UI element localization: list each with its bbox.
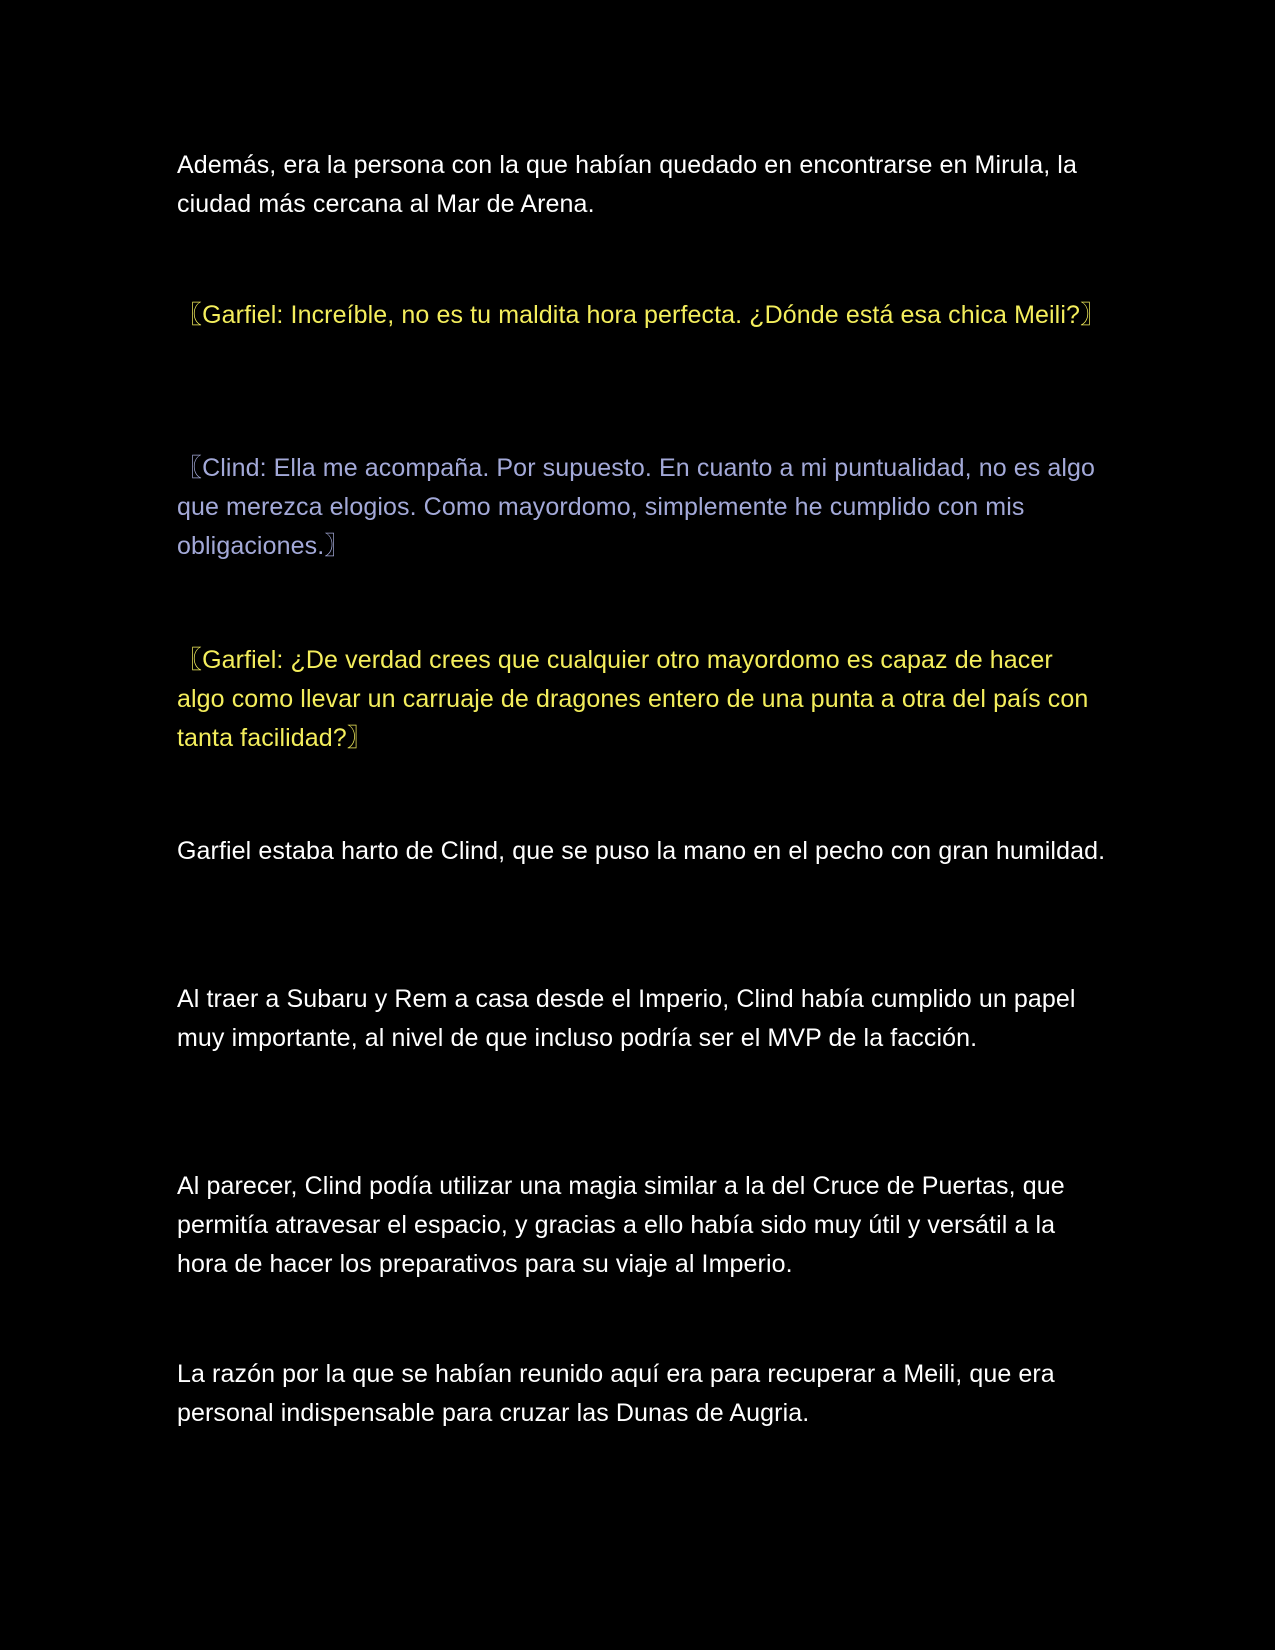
dialogue-garfiel-2: 〖Garfiel: ¿De verdad crees que cualquier otro mayordomo es capaz de hacer algo como llevar un carruaje de dragones entero de una punta a otra del país con tanta facilidad?〗 — [177, 646, 1089, 752]
paragraph-narration-4: Al parecer, Clind podía utilizar una magia similar a la del Cruce de Puertas, que permitía atravesar el espacio, y gracias a ello había sido muy útil y versátil a la hora de hacer los preparativos para su viaje al Imperio. — [177, 1172, 1065, 1278]
paragraph-narration-3: Al traer a Subaru y Rem a casa desde el Imperio, Clind había cumplido un papel muy importante, al nivel de que incluso podría ser el MVP de la facción. — [177, 985, 1076, 1052]
dialogue-clind-1: 〖Clind: Ella me acompaña. Por supuesto. En cuanto a mi puntualidad, no es algo que merezca elogios. Como mayordomo, simplemente he cumplido con mis obligaciones.〗 — [177, 454, 1096, 560]
dialogue-garfiel-1: 〖Garfiel: Increíble, no es tu maldita hora perfecta. ¿Dónde está esa chica Meili?〗 — [177, 301, 1106, 329]
paragraph-narration-5: La razón por la que se habían reunido aquí era para recuperar a Meili, que era personal indispensable para cruzar las Dunas de Augria. — [177, 1360, 1055, 1427]
paragraph-narration-1: Además, era la persona con la que habían quedado en encontrarse en Mirula, la ciudad más cercana al Mar de Arena. — [177, 151, 1077, 218]
paragraph-narration-2: Garfiel estaba harto de Clind, que se puso la mano en el pecho con gran humildad. — [177, 837, 1106, 865]
